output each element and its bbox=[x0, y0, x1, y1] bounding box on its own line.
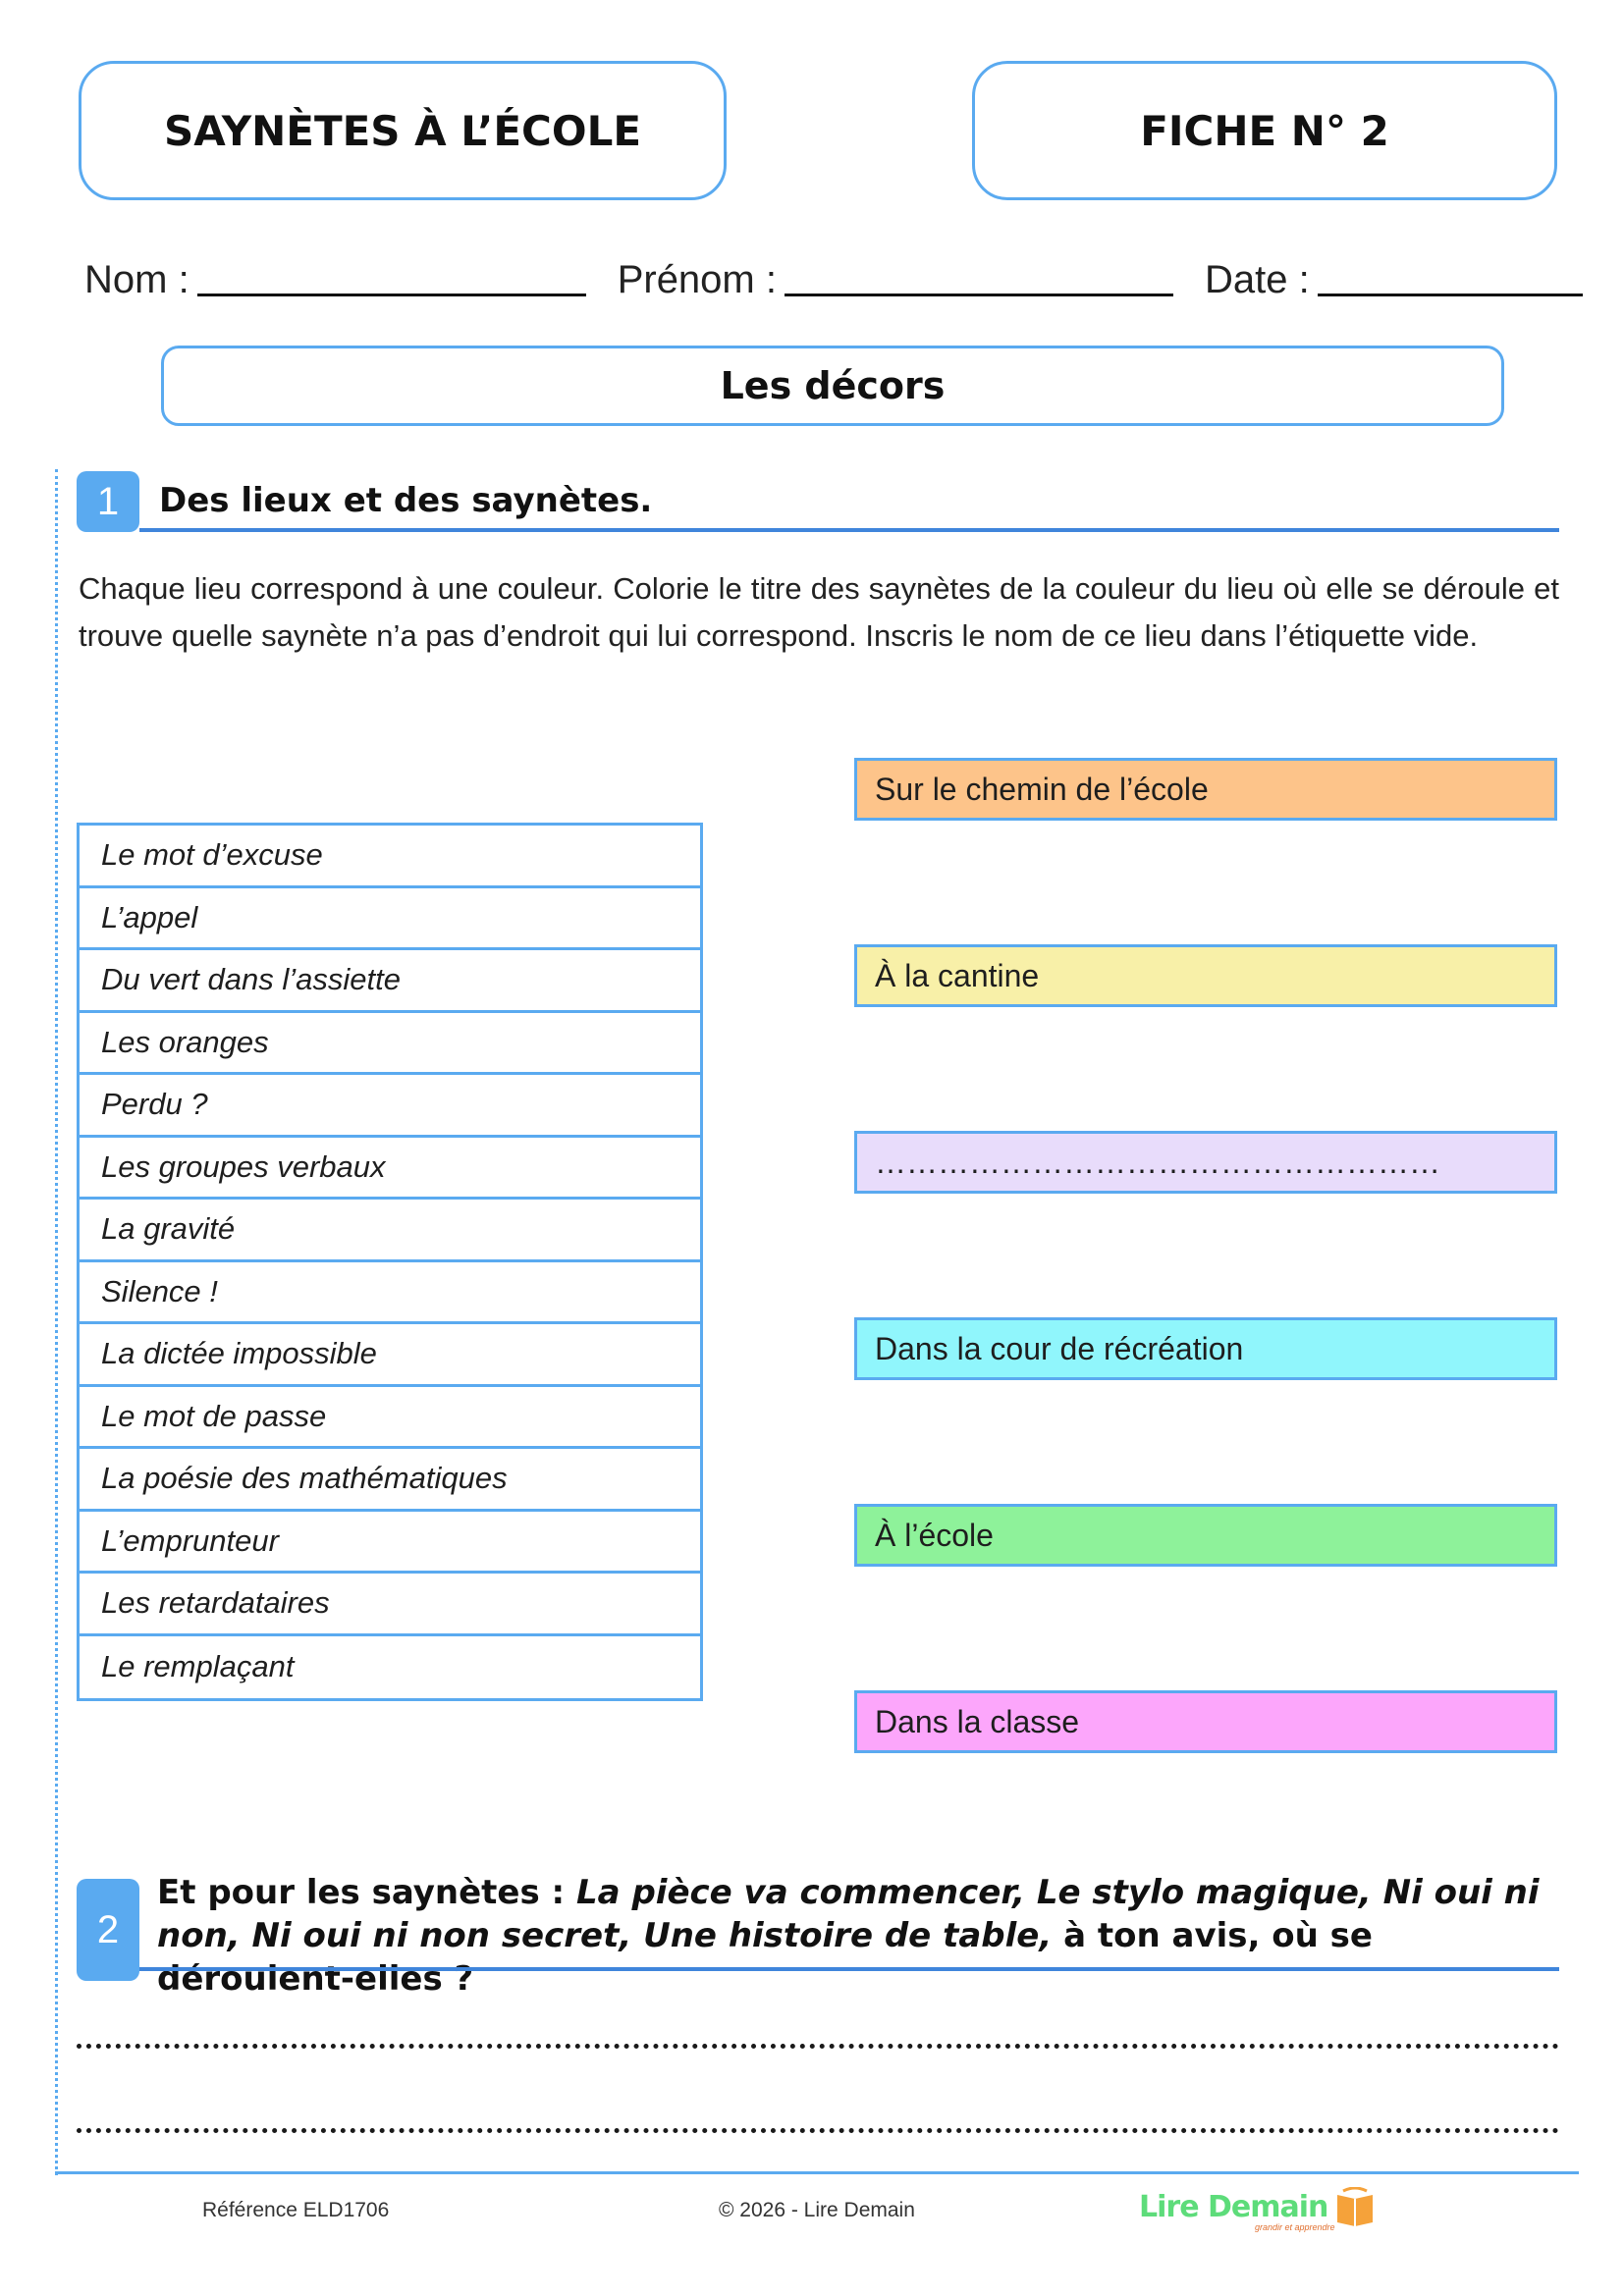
place-label: À l’école bbox=[854, 1504, 1557, 1567]
scene-item[interactable]: Du vert dans l’assiette bbox=[80, 950, 700, 1013]
fiche-number: FICHE N° 2 bbox=[972, 61, 1557, 200]
open-book-icon bbox=[1333, 2187, 1377, 2226]
place-label: Dans la cour de récréation bbox=[854, 1317, 1557, 1380]
question-end: à ton avis, où se déroulent-elles ? bbox=[157, 1916, 1373, 1999]
scene-item[interactable]: Les retardataires bbox=[80, 1574, 700, 1636]
section-1-number: 1 bbox=[77, 471, 139, 532]
empty-place-label[interactable]: ……………………………………………… bbox=[854, 1131, 1557, 1194]
scene-item[interactable]: La poésie des mathématiques bbox=[80, 1449, 700, 1512]
scene-item[interactable]: Le mot d’excuse bbox=[80, 826, 700, 888]
section-2-number: 2 bbox=[77, 1879, 139, 1981]
section-2-underline bbox=[139, 1967, 1559, 1971]
scene-item[interactable]: L’appel bbox=[80, 888, 700, 951]
scene-item[interactable]: Les oranges bbox=[80, 1013, 700, 1076]
place-label: Dans la classe bbox=[854, 1690, 1557, 1753]
footer-divider bbox=[55, 2171, 1579, 2174]
page-subtitle: Les décors bbox=[161, 346, 1504, 426]
place-label: À la cantine bbox=[854, 944, 1557, 1007]
scene-item[interactable]: L’emprunteur bbox=[80, 1512, 700, 1575]
reference-text: Référence ELD1706 bbox=[202, 2199, 390, 2221]
scene-item[interactable]: La gravité bbox=[80, 1200, 700, 1262]
left-margin-dotted-line bbox=[55, 469, 58, 2175]
worksheet-title: SAYNÈTES À L’ÉCOLE bbox=[79, 61, 727, 200]
instructions-text: Chaque lieu correspond à une couleur. Colorie le titre des saynètes de la couleur du lieu où elle se déroule et trouve quelle saynète n’a pas d’endroit qui lui correspond. Inscris le nom de ce lieu dans l’étiquette vide. bbox=[79, 571, 1559, 653]
date-field[interactable] bbox=[1318, 294, 1583, 296]
logo-text: Lire Demain bbox=[1139, 2189, 1328, 2224]
prenom-label: Prénom : bbox=[617, 258, 777, 301]
section-1-title: Des lieux et des saynètes. bbox=[159, 481, 653, 520]
identity-row bbox=[84, 247, 1587, 306]
question-scene-titles: La pièce va commencer, Le stylo magique, Ni oui ni non, Ni oui ni non secret, Une histoire de table, bbox=[157, 1873, 1540, 1955]
question-lead: Et pour les saynètes : bbox=[157, 1873, 576, 1912]
answer-line-1[interactable] bbox=[77, 2044, 1559, 2049]
brand-logo bbox=[1139, 2187, 1377, 2232]
scene-item[interactable]: Le mot de passe bbox=[80, 1387, 700, 1450]
scene-item[interactable]: Le remplaçant bbox=[101, 1649, 295, 1684]
section-2-question bbox=[157, 1871, 1561, 2001]
scene-item[interactable]: Perdu ? bbox=[80, 1075, 700, 1138]
date-label: Date : bbox=[1204, 258, 1310, 301]
section-1-underline bbox=[139, 528, 1559, 532]
nom-label: Nom : bbox=[84, 258, 189, 301]
logo-tagline: grandir et apprendre bbox=[1255, 2222, 1335, 2232]
scene-item[interactable]: Silence ! bbox=[80, 1262, 700, 1325]
scene-item[interactable]: Les groupes verbaux bbox=[80, 1138, 700, 1201]
scenes-list bbox=[77, 823, 703, 1701]
nom-field[interactable] bbox=[197, 294, 586, 296]
scene-item[interactable]: La dictée impossible bbox=[80, 1324, 700, 1387]
copyright-text: © 2026 - Lire Demain bbox=[719, 2199, 915, 2221]
answer-line-2[interactable] bbox=[77, 2128, 1559, 2133]
place-label: Sur le chemin de l’école bbox=[854, 758, 1557, 821]
prenom-field[interactable] bbox=[785, 294, 1173, 296]
